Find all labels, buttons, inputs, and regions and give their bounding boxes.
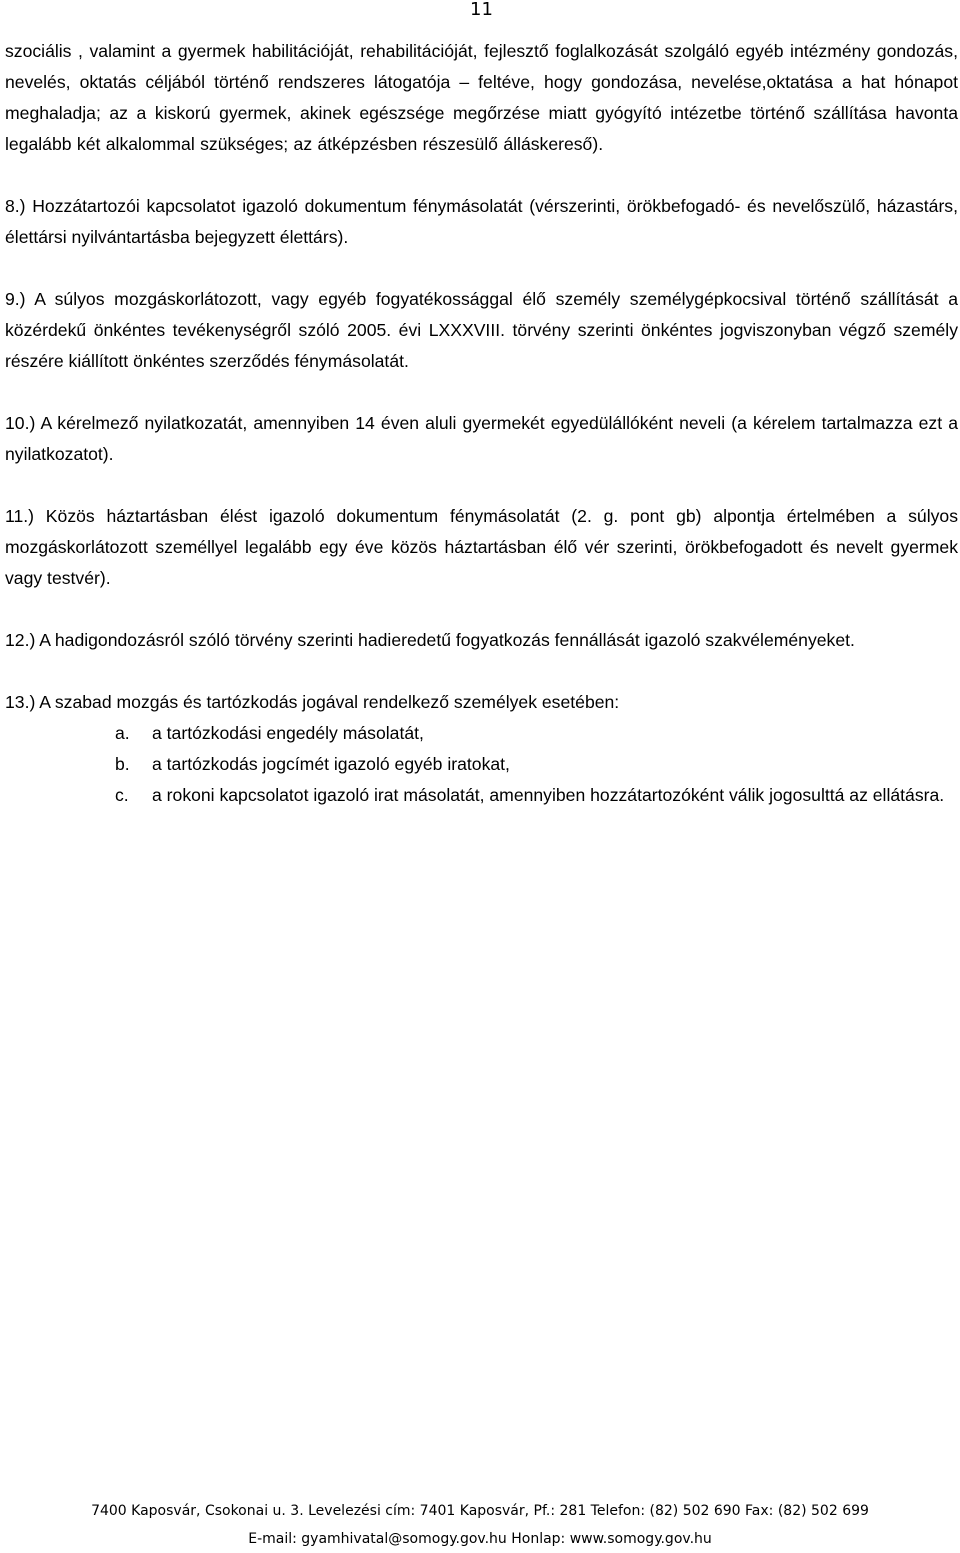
paragraph-12: 12.) A hadigondozásról szóló törvény szerinti hadieredetű fogyatkozás fennállását igazoló szakvéleményeket. [5, 630, 855, 650]
list-item-letter: a. [115, 723, 130, 743]
list-item [5, 780, 958, 811]
list-item [5, 749, 958, 780]
paragraph-13-list [5, 718, 958, 811]
paragraph-8: 8.) Hozzátartozói kapcsolatot igazoló dokumentum fénymásolatát (vérszerinti, örökbefogadó- és nevelőszülő, házastárs, élettársi nyilvántartásba bejegyzett élettárs). [5, 196, 958, 247]
page-number: 11 [470, 0, 493, 20]
list-item-letter: b. [115, 754, 130, 774]
list-item-text: a tartózkodás jogcímét igazoló egyéb iratokat, [152, 754, 510, 774]
list-item-text: a rokoni kapcsolatot igazoló irat másolatát, amennyiben hozzátartozóként válik jogosulttá az ellátásra. [152, 785, 945, 805]
paragraph-9: 9.) A súlyos mozgáskorlátozott, vagy egyéb fogyatékossággal élő személy személygépkocsival történő szállítását a közérdekű önkéntes tevékenységről szóló 2005. évi LXXXVIII. törvény szerinti önkéntes jogviszonyban végző személy részére kiállított önkéntes szerződés fénymásolatát. [5, 289, 958, 371]
paragraph-continuation: szociális , valamint a gyermek habilitációját, rehabilitációját, fejlesztő foglalkozását szolgáló egyéb intézmény gondozás, nevelés, oktatás céljából történő rendszeres látogatója – feltéve, hogy gondozása, nevelése,oktatása a hat hónapot meghaladja; az a kiskorú gyermek, akinek egészsége megőrzése miatt gyógyító intézetbe történő szállítása havonta legalább két alkalommal szükséges; az átképzésben részesülő álláskereső). [5, 41, 958, 154]
list-item [5, 718, 958, 749]
document-body [5, 36, 958, 811]
footer-contact: E-mail: gyamhivatal@somogy.gov.hu Honlap: www.somogy.gov.hu [248, 1531, 712, 1547]
paragraph-13 [5, 687, 958, 811]
footer-address: 7400 Kaposvár, Csokonai u. 3. Levelezési cím: 7401 Kaposvár, Pf.: 281 Telefon: (82) 502 690 Fax: (82) 502 699 [91, 1503, 869, 1519]
paragraph-10: 10.) A kérelmező nyilatkozatát, amennyiben 14 éven aluli gyermekét egyedülállóként neveli (a kérelem tartalmazza ezt a nyilatkozatot). [5, 413, 958, 464]
paragraph-11: 11.) Közös háztartásban élést igazoló dokumentum fénymásolatát (2. g. pont gb) alpontja értelmében a súlyos mozgáskorlátozott személlyel legalább egy éve közös háztartásban élő vér szerinti, örökbefogadott és nevelt gyermek vagy testvér). [5, 506, 958, 588]
paragraph-13-intro: 13.) A szabad mozgás és tartózkodás jogával rendelkező személyek esetében: [5, 692, 620, 712]
list-item-letter: c. [115, 785, 129, 805]
list-item-text: a tartózkodási engedély másolatát, [152, 723, 424, 743]
